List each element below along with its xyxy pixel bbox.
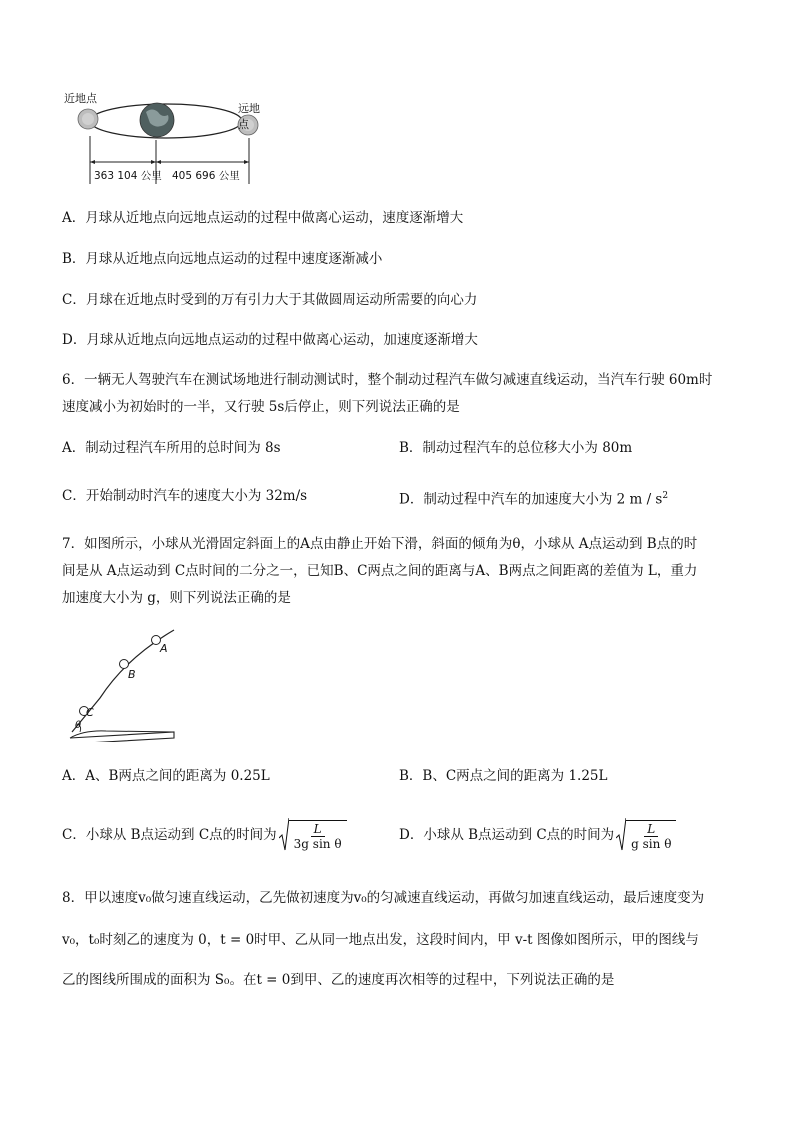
point-c-label: C xyxy=(86,706,94,719)
q5-option-d: D．月球从近地点向远地点运动的过程中做离心运动，加速度逐渐增大 xyxy=(62,332,478,348)
sqrt-sign xyxy=(616,818,626,852)
q8-stem-line3: 乙的图线所围成的面积为 S₀。在t = 0到甲、乙的速度再次相等的过程中，下列说法正确的是 xyxy=(62,972,615,988)
sqrt-sign xyxy=(279,818,289,852)
perigee-label: 近地点 xyxy=(64,92,97,105)
q6-option-c: C．开始制动时汽车的速度大小为 32m/s xyxy=(62,488,308,504)
q7-option-c-text: C．小球从 B点运动到 C点的时间为 xyxy=(62,827,277,843)
q6-option-d-sup: 2 xyxy=(662,491,669,501)
q7-stem-line1: 7．如图所示，小球从光滑固定斜面上的A点由静止开始下滑，斜面的倾角为θ，小球从 A点运动到 B点的时 xyxy=(62,536,698,552)
q7-option-d-formula xyxy=(616,818,676,852)
q7-c-denominator: 3g sin θ xyxy=(293,836,342,851)
q7-d-numerator: L xyxy=(644,822,658,837)
q6-stem-line2: 速度减小为初始时的一半，又行驶 5s后停止，则下列说法正确的是 xyxy=(62,399,460,415)
q6-stem-line1: 6．一辆无人驾驶汽车在测试场地进行制动测试时，整个制动过程汽车做匀减速直线运动，当汽车行驶 60m时 xyxy=(62,372,713,388)
q7-option-c xyxy=(62,818,347,852)
apogee-label: 远地点 xyxy=(238,102,260,131)
q6-option-d xyxy=(399,486,668,510)
point-a-label: A xyxy=(160,642,168,655)
q8-stem-line2: v₀，t₀时刻乙的速度为 0，t = 0时甲、乙从同一地点出发，这段时间内，甲 v-t 图像如图所示，甲的图线与 xyxy=(62,932,699,948)
q7-option-a: A．A、B两点之间的距离为 0.25L xyxy=(62,768,270,784)
q7-option-c-formula xyxy=(279,818,347,852)
q6-option-d-text: D．制动过程中汽车的加速度大小为 2 m / s xyxy=(399,491,663,508)
perigee-distance: 363 104 公里 xyxy=(94,170,162,182)
incline-figure xyxy=(66,628,182,742)
q7-c-numerator: L xyxy=(311,822,325,837)
q7-option-d xyxy=(399,818,676,852)
q5-option-b: B．月球从近地点向远地点运动的过程中速度逐渐减小 xyxy=(62,251,383,267)
q7-stem-line2: 间是从 A点运动到 C点时间的二分之一，已知B、C两点之间的距离与A、B两点之间距离的差值为 L，重力 xyxy=(62,563,698,579)
q8-stem-line1: 8．甲以速度v₀做匀速直线运动，乙先做初速度为v₀的匀减速直线运动，再做匀加速直线运动，最后速度变为 xyxy=(62,890,705,906)
q6-option-b: B．制动过程汽车的总位移大小为 80m xyxy=(399,440,633,456)
orbit-figure xyxy=(60,88,270,188)
q6-option-a: A．制动过程汽车所用的总时间为 8s xyxy=(62,440,281,456)
ground xyxy=(70,732,174,742)
q5-option-c: C．月球在近地点时受到的万有引力大于其做圆周运动所需要的向心力 xyxy=(62,292,478,308)
q5-option-a: A．月球从近地点向远地点运动的过程中做离心运动，速度逐渐增大 xyxy=(62,210,464,226)
q7-d-denominator: g sin θ xyxy=(631,836,672,851)
theta-label: θ xyxy=(75,720,82,731)
point-b-label: B xyxy=(128,668,136,681)
q7-option-b: B．B、C两点之间的距离为 1.25L xyxy=(399,768,608,784)
apogee-distance: 405 696 公里 xyxy=(172,170,240,182)
q7-option-d-text: D．小球从 B点运动到 C点的时间为 xyxy=(399,827,615,843)
q7-stem-line3: 加速度大小为 g，则下列说法正确的是 xyxy=(62,590,291,606)
